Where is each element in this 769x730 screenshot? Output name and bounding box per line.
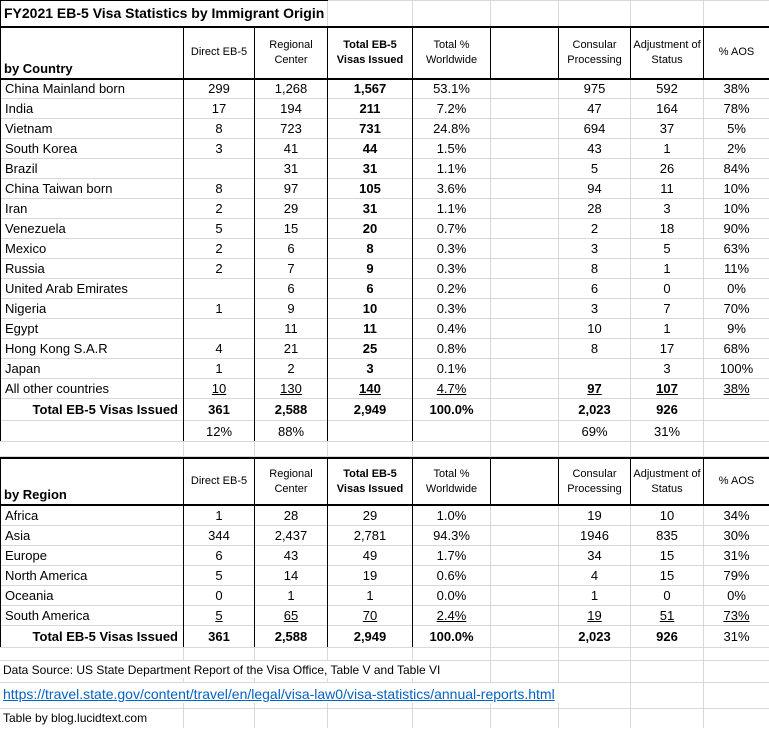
- total-value-cell: 926: [631, 625, 704, 647]
- column-header: Total EB-5 Visas Issued: [328, 27, 413, 79]
- value-cell: 10: [328, 299, 413, 319]
- value-cell: 0.3%: [413, 239, 491, 259]
- value-cell: 723: [255, 119, 328, 139]
- value-cell: 1.1%: [413, 199, 491, 219]
- value-cell: 10: [184, 379, 255, 399]
- value-cell: 34: [559, 545, 631, 565]
- gridline: [254, 442, 255, 456]
- value-cell: 79%: [704, 565, 769, 585]
- empty-cell: [559, 1, 631, 27]
- value-cell: 29: [328, 505, 413, 525]
- value-cell: [491, 359, 559, 379]
- value-cell: 78%: [704, 99, 769, 119]
- value-cell: 73%: [704, 605, 769, 625]
- row-label: Egypt: [1, 319, 184, 339]
- value-cell: [184, 159, 255, 179]
- annual-reports-link[interactable]: https://travel.state.gov/content/travel/en/legal/visa-law0/visa-statistics/annual-reports.html: [0, 683, 561, 703]
- table-row: [1, 239, 769, 259]
- value-cell: 20: [328, 219, 413, 239]
- value-cell: 94.3%: [413, 525, 491, 545]
- column-header: Regional Center: [255, 27, 328, 79]
- column-header: Direct EB-5: [184, 27, 255, 79]
- value-cell: 97: [559, 379, 631, 399]
- value-cell: 0: [184, 585, 255, 605]
- value-cell: 1,567: [328, 79, 413, 99]
- value-cell: 14: [255, 565, 328, 585]
- total-value-cell: [491, 399, 559, 421]
- value-cell: 100%: [704, 359, 769, 379]
- table-gap: [0, 442, 769, 457]
- value-cell: 9: [255, 299, 328, 319]
- value-cell: [491, 525, 559, 545]
- blank-row: [0, 648, 769, 661]
- value-cell: 344: [184, 525, 255, 545]
- value-cell: 7: [631, 299, 704, 319]
- group-label: by Region: [1, 458, 184, 505]
- value-cell: 6: [184, 545, 255, 565]
- value-cell: 70%: [704, 299, 769, 319]
- share-row: [1, 421, 769, 442]
- value-cell: 43: [255, 545, 328, 565]
- value-cell: 0%: [704, 585, 769, 605]
- value-cell: 1.0%: [413, 505, 491, 525]
- value-cell: 3: [328, 359, 413, 379]
- value-cell: 19: [328, 565, 413, 585]
- value-cell: 9%: [704, 319, 769, 339]
- value-cell: 0%: [704, 279, 769, 299]
- value-cell: 8: [184, 119, 255, 139]
- column-header: Total % Worldwide: [413, 458, 491, 505]
- value-cell: 0: [631, 279, 704, 299]
- value-cell: 0.4%: [413, 319, 491, 339]
- total-value-cell: 926: [631, 399, 704, 421]
- value-cell: 1: [184, 299, 255, 319]
- value-cell: 11%: [704, 259, 769, 279]
- value-cell: 65: [255, 605, 328, 625]
- row-label: Vietnam: [1, 119, 184, 139]
- table-row: [1, 605, 769, 625]
- gridline: [327, 442, 328, 456]
- value-cell: 1: [184, 359, 255, 379]
- value-cell: 8: [559, 259, 631, 279]
- column-header: Total EB-5 Visas Issued: [328, 458, 413, 505]
- value-cell: [491, 119, 559, 139]
- empty-cell: [1, 421, 184, 442]
- value-cell: 8: [184, 179, 255, 199]
- total-row: [1, 399, 769, 421]
- value-cell: 9: [328, 259, 413, 279]
- value-cell: 4.7%: [413, 379, 491, 399]
- row-label: China Mainland born: [1, 79, 184, 99]
- value-cell: 15: [631, 565, 704, 585]
- table-row: [1, 99, 769, 119]
- value-cell: 11: [255, 319, 328, 339]
- value-cell: 31: [328, 199, 413, 219]
- column-header: Consular Processing: [559, 458, 631, 505]
- total-value-cell: 100.0%: [413, 399, 491, 421]
- value-cell: 21: [255, 339, 328, 359]
- table-row: [1, 139, 769, 159]
- value-cell: 38%: [704, 379, 769, 399]
- value-cell: 31: [328, 159, 413, 179]
- value-cell: 68%: [704, 339, 769, 359]
- row-label: Japan: [1, 359, 184, 379]
- value-cell: 107: [631, 379, 704, 399]
- value-cell: 10%: [704, 199, 769, 219]
- value-cell: 18: [631, 219, 704, 239]
- value-cell: 15: [631, 545, 704, 565]
- value-cell: 2: [184, 239, 255, 259]
- value-cell: 2: [255, 359, 328, 379]
- value-cell: 5: [184, 219, 255, 239]
- value-cell: 1: [631, 139, 704, 159]
- value-cell: 1.5%: [413, 139, 491, 159]
- empty-cell: [491, 1, 559, 27]
- value-cell: 2.4%: [413, 605, 491, 625]
- gridline: [703, 442, 704, 456]
- value-cell: [491, 99, 559, 119]
- value-cell: 10: [559, 319, 631, 339]
- value-cell: 10: [631, 505, 704, 525]
- value-cell: [184, 319, 255, 339]
- column-header: Total % Worldwide: [413, 27, 491, 79]
- table-row: [1, 359, 769, 379]
- table-row: [1, 299, 769, 319]
- row-label: North America: [1, 565, 184, 585]
- column-header: Adjustment of Status: [631, 27, 704, 79]
- value-cell: 44: [328, 139, 413, 159]
- value-cell: 0.0%: [413, 585, 491, 605]
- value-cell: 5: [631, 239, 704, 259]
- value-cell: [491, 605, 559, 625]
- row-label: Russia: [1, 259, 184, 279]
- value-cell: [491, 565, 559, 585]
- page-title: FY2021 EB-5 Visa Statistics by Immigrant Origin: [1, 1, 328, 27]
- value-cell: 7.2%: [413, 99, 491, 119]
- value-cell: 47: [559, 99, 631, 119]
- value-cell: 211: [328, 99, 413, 119]
- value-cell: 164: [631, 99, 704, 119]
- value-cell: 2%: [704, 139, 769, 159]
- row-label: Hong Kong S.A.R: [1, 339, 184, 359]
- total-value-cell: 361: [184, 399, 255, 421]
- value-cell: [491, 199, 559, 219]
- value-cell: 49: [328, 545, 413, 565]
- value-cell: 0.3%: [413, 259, 491, 279]
- column-header: Regional Center: [255, 458, 328, 505]
- value-cell: 3: [559, 239, 631, 259]
- value-cell: 3.6%: [413, 179, 491, 199]
- value-cell: 6: [255, 239, 328, 259]
- table-row: [1, 525, 769, 545]
- table-row: [1, 179, 769, 199]
- value-cell: 2,781: [328, 525, 413, 545]
- value-cell: 1: [184, 505, 255, 525]
- total-value-cell: 2,588: [255, 399, 328, 421]
- value-cell: 6: [559, 279, 631, 299]
- gridline: [412, 442, 413, 456]
- data-source-note: Data Source: US State Department Report of the Visa Office, Table V and Table VI: [0, 661, 446, 678]
- value-cell: 1: [631, 259, 704, 279]
- empty-cell: [328, 1, 413, 27]
- value-cell: 10%: [704, 179, 769, 199]
- share-cell: [413, 421, 491, 442]
- value-cell: 90%: [704, 219, 769, 239]
- value-cell: [491, 299, 559, 319]
- table-row: [1, 259, 769, 279]
- value-cell: 3: [631, 359, 704, 379]
- value-cell: 15: [255, 219, 328, 239]
- row-label: China Taiwan born: [1, 179, 184, 199]
- table-row: [1, 585, 769, 605]
- region-data-table: [0, 457, 769, 648]
- value-cell: 41: [255, 139, 328, 159]
- row-label: Nigeria: [1, 299, 184, 319]
- row-label: South America: [1, 605, 184, 625]
- value-cell: 1,268: [255, 79, 328, 99]
- value-cell: 1.7%: [413, 545, 491, 565]
- value-cell: 0.8%: [413, 339, 491, 359]
- value-cell: 34%: [704, 505, 769, 525]
- value-cell: 1: [631, 319, 704, 339]
- value-cell: [491, 239, 559, 259]
- table-row: [1, 545, 769, 565]
- credit-row: [0, 709, 769, 730]
- column-header: Consular Processing: [559, 27, 631, 79]
- footer: [0, 648, 769, 728]
- region-table: [0, 457, 769, 648]
- total-value-cell: 2,023: [559, 399, 631, 421]
- row-label: South Korea: [1, 139, 184, 159]
- value-cell: 5: [184, 565, 255, 585]
- value-cell: 835: [631, 525, 704, 545]
- group-label: by Country: [1, 27, 184, 79]
- value-cell: 2: [184, 259, 255, 279]
- value-cell: [559, 359, 631, 379]
- value-cell: 3: [184, 139, 255, 159]
- column-header: % AOS: [704, 458, 769, 505]
- share-cell: [491, 421, 559, 442]
- value-cell: 28: [255, 505, 328, 525]
- value-cell: 17: [631, 339, 704, 359]
- value-cell: 3: [631, 199, 704, 219]
- gridline: [558, 442, 559, 456]
- table-row: [1, 379, 769, 399]
- value-cell: 105: [328, 179, 413, 199]
- value-cell: 0.3%: [413, 299, 491, 319]
- credit-note: Table by blog.lucidtext.com: [0, 709, 153, 726]
- table-row: [1, 199, 769, 219]
- value-cell: [491, 279, 559, 299]
- value-cell: [491, 139, 559, 159]
- total-value-cell: 2,949: [328, 625, 413, 647]
- row-label: United Arab Emirates: [1, 279, 184, 299]
- value-cell: 5: [184, 605, 255, 625]
- total-value-cell: [704, 399, 769, 421]
- value-cell: 29: [255, 199, 328, 219]
- share-cell: 69%: [559, 421, 631, 442]
- value-cell: 97: [255, 179, 328, 199]
- value-cell: 0.6%: [413, 565, 491, 585]
- value-cell: 130: [255, 379, 328, 399]
- value-cell: [184, 279, 255, 299]
- value-cell: 1.1%: [413, 159, 491, 179]
- value-cell: 3: [559, 299, 631, 319]
- link-row: [0, 683, 769, 709]
- gridline: [630, 442, 631, 456]
- value-cell: 4: [184, 339, 255, 359]
- value-cell: 194: [255, 99, 328, 119]
- value-cell: 28: [559, 199, 631, 219]
- value-cell: [491, 159, 559, 179]
- value-cell: 1: [255, 585, 328, 605]
- value-cell: [491, 585, 559, 605]
- table-row: [1, 279, 769, 299]
- row-label: Iran: [1, 199, 184, 219]
- value-cell: 694: [559, 119, 631, 139]
- value-cell: 11: [328, 319, 413, 339]
- value-cell: 84%: [704, 159, 769, 179]
- value-cell: 11: [631, 179, 704, 199]
- value-cell: 2: [184, 199, 255, 219]
- value-cell: 5: [559, 159, 631, 179]
- value-cell: 37: [631, 119, 704, 139]
- empty-cell: [631, 1, 704, 27]
- column-header: [491, 458, 559, 505]
- value-cell: 43: [559, 139, 631, 159]
- total-value-cell: [491, 625, 559, 647]
- value-cell: 51: [631, 605, 704, 625]
- value-cell: [491, 379, 559, 399]
- value-cell: 0.1%: [413, 359, 491, 379]
- value-cell: [491, 339, 559, 359]
- row-label: Venezuela: [1, 219, 184, 239]
- share-cell: [704, 421, 769, 442]
- total-value-cell: 2,023: [559, 625, 631, 647]
- value-cell: 53.1%: [413, 79, 491, 99]
- value-cell: 0: [631, 585, 704, 605]
- table-row: [1, 565, 769, 585]
- gridline: [490, 442, 491, 456]
- row-label: All other countries: [1, 379, 184, 399]
- row-label: Africa: [1, 505, 184, 525]
- value-cell: 6: [255, 279, 328, 299]
- table-row: [1, 159, 769, 179]
- value-cell: 17: [184, 99, 255, 119]
- value-cell: 31%: [704, 545, 769, 565]
- total-label: Total EB-5 Visas Issued: [1, 625, 184, 647]
- share-cell: [328, 421, 413, 442]
- value-cell: 70: [328, 605, 413, 625]
- total-value-cell: 31%: [704, 625, 769, 647]
- column-header: % AOS: [704, 27, 769, 79]
- value-cell: [491, 545, 559, 565]
- empty-cell: [413, 1, 491, 27]
- value-cell: 1: [559, 585, 631, 605]
- total-value-cell: 2,588: [255, 625, 328, 647]
- value-cell: 592: [631, 79, 704, 99]
- table-row: [1, 79, 769, 99]
- row-label: Oceania: [1, 585, 184, 605]
- value-cell: 140: [328, 379, 413, 399]
- source-row: [0, 661, 769, 683]
- total-row: [1, 625, 769, 647]
- value-cell: 25: [328, 339, 413, 359]
- total-value-cell: 2,949: [328, 399, 413, 421]
- table-row: [1, 319, 769, 339]
- value-cell: 8: [559, 339, 631, 359]
- row-label: India: [1, 99, 184, 119]
- total-label: Total EB-5 Visas Issued: [1, 399, 184, 421]
- column-header: [491, 27, 559, 79]
- row-label: Europe: [1, 545, 184, 565]
- value-cell: 0.7%: [413, 219, 491, 239]
- column-header: Adjustment of Status: [631, 458, 704, 505]
- row-label: Asia: [1, 525, 184, 545]
- value-cell: [491, 319, 559, 339]
- value-cell: [491, 259, 559, 279]
- table-row: [1, 505, 769, 525]
- value-cell: [491, 79, 559, 99]
- value-cell: 30%: [704, 525, 769, 545]
- value-cell: 0.2%: [413, 279, 491, 299]
- total-value-cell: 361: [184, 625, 255, 647]
- value-cell: [491, 505, 559, 525]
- gridline: [183, 442, 184, 456]
- value-cell: 1946: [559, 525, 631, 545]
- total-value-cell: 100.0%: [413, 625, 491, 647]
- value-cell: 731: [328, 119, 413, 139]
- value-cell: 63%: [704, 239, 769, 259]
- value-cell: [491, 219, 559, 239]
- value-cell: 975: [559, 79, 631, 99]
- column-header: Direct EB-5: [184, 458, 255, 505]
- value-cell: 2: [559, 219, 631, 239]
- value-cell: 5%: [704, 119, 769, 139]
- value-cell: 2,437: [255, 525, 328, 545]
- empty-cell: [704, 1, 769, 27]
- value-cell: 1: [328, 585, 413, 605]
- table-row: [1, 119, 769, 139]
- value-cell: 299: [184, 79, 255, 99]
- value-cell: 94: [559, 179, 631, 199]
- value-cell: 19: [559, 505, 631, 525]
- row-label: Brazil: [1, 159, 184, 179]
- value-cell: [491, 179, 559, 199]
- share-cell: 12%: [184, 421, 255, 442]
- row-label: Mexico: [1, 239, 184, 259]
- value-cell: 31: [255, 159, 328, 179]
- value-cell: 38%: [704, 79, 769, 99]
- share-cell: 88%: [255, 421, 328, 442]
- table-row: [1, 219, 769, 239]
- value-cell: 8: [328, 239, 413, 259]
- share-cell: 31%: [631, 421, 704, 442]
- value-cell: 24.8%: [413, 119, 491, 139]
- value-cell: 6: [328, 279, 413, 299]
- table-row: [1, 339, 769, 359]
- value-cell: 26: [631, 159, 704, 179]
- value-cell: 19: [559, 605, 631, 625]
- value-cell: 7: [255, 259, 328, 279]
- value-cell: 4: [559, 565, 631, 585]
